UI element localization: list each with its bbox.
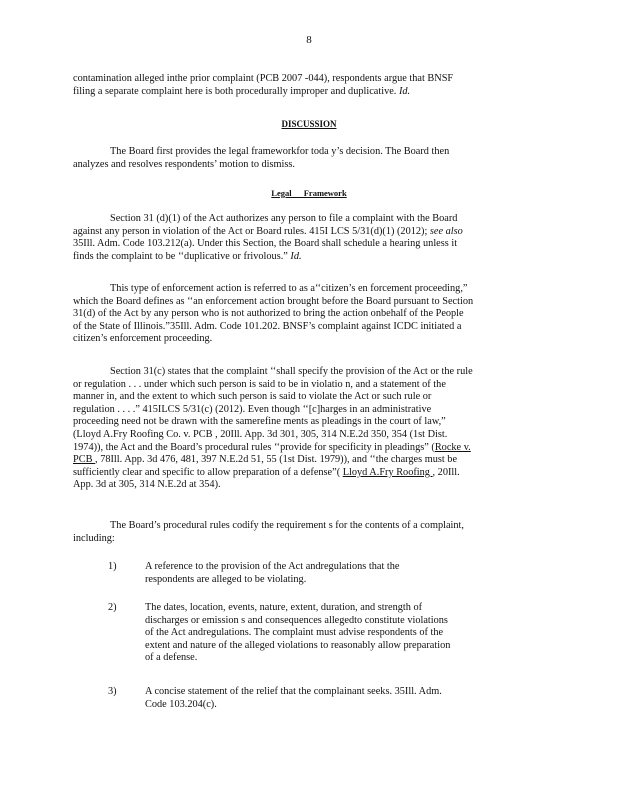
text-line: The Board’s procedural rules codify the requirement s for the contents of a complaint, [110,520,464,531]
citation-id: Id. [398,85,411,97]
paragraph-section-31d [73,213,539,263]
paragraph-section-31c [73,366,539,492]
text-line: 1974)), the Act and the Board’s procedural rules ‘‘provide for specificity in pleadings” (Rocke v. [73,441,471,453]
text-line: (Lloyd A.Fry Roofing Co. v. PCB , 20Ill. App. 3d 301, 305, 314 N.E.2d 350, 354 (1st Dist. [73,428,448,440]
list-item-number: 1) [108,561,117,572]
paragraph-citizen-enforcement [73,283,539,346]
paragraph-intro [73,73,539,98]
text-line: 35Ill. Adm. Code 103.212(a). Under this Section, the Board shall schedule a hearing unless it [73,238,458,250]
text-line: contamination alleged inthe prior complaint (PCB 2007 -044), respondents argue that BNSF [73,73,454,84]
text-line: filing a separate complaint here is both procedurally improper and duplicative. Id. [73,85,411,97]
text-line: Section 31 (d)(1) of the Act authorizes any person to file a complaint with the Board [110,213,458,224]
text-line: which the Board defines as ‘‘an enforcement action brought before the Board pursuant to Section [73,295,474,307]
subsection-heading: Legal Framework [271,188,347,198]
case-citation-rocke: Rocke v. [434,441,471,453]
text-line: regulation . . . .” 415ILCS 5/31(c) (2012). Even though ‘‘[c]harges in an administrative [73,403,432,415]
text-line: 31(d) of the Act by any person who is not authorized to bring the action onbehalf of the People [73,308,464,320]
paragraph-procedural-rules [73,520,539,545]
text-line: This type of enforcement action is referred to as a‘‘citizen’s en forcement proceeding,” [110,283,468,294]
text-line: Section 31(c) states that the complaint ‘‘shall specify the provision of the Act or the rule [110,366,473,377]
text-line: App. 3d at 305, 314 N.E.2d at 354). [73,479,221,491]
text-line: or regulation . . . under which such person is said to be in violatio n, and a statement of the [73,378,446,390]
text-line: Code 103.204(c). [145,698,217,710]
text-line: proceeding need not be drawn with the samerefine ments as pleadings in the court of law,” [73,416,446,428]
text-line: extent and nature of the alleged violations to reasonably allow preparation [145,639,451,651]
text-line: including: [73,532,115,544]
paragraph-discussion [73,146,539,171]
list-item-number: 3) [108,686,117,697]
text-line: respondents are alleged to be violating. [145,573,307,585]
text-line: of a defense. [145,652,198,664]
text-line: The Board first provides the legal frameworkfor toda y’s decision. The Board then [110,146,450,157]
text-line: finds the complaint to be ‘‘duplicative or frivolous.” Id. [73,250,302,262]
text-line: analyzes and resolves respondents’ motion to dismiss. [73,158,296,170]
list-item-number: 2) [108,602,117,613]
text-line: A reference to the provision of the Act andregulations that the [145,561,400,572]
text-line: against any person in violation of the Act or Board rules. 415I LCS 5/31(d)(1) (2012); see also [73,225,463,237]
text-line: PCB , 78Ill. App. 3d 476, 481, 397 N.E.2d 51, 55 (1st Dist. 1979)), and ‘‘the charges must be [73,454,458,466]
text-line: citizen’s enforcement proceeding. [73,333,213,345]
text-line: manner in, and the extent to which such person is said to violate the Act or such rule or [73,391,432,403]
text-line: of the Act andregulations. The complaint must advise respondents of the [145,627,444,639]
text-line: of the State of Illinois.”35Ill. Adm. Code 101.202. BNSF’s complaint against ICDC initiated a [73,320,462,332]
case-citation-lloyd: Lloyd A.Fry Roofing [342,466,433,478]
page-number: 8 [306,34,312,46]
section-heading: DISCUSSION [281,119,337,129]
text-line: The dates, location, events, nature, extent, duration, and strength of [145,602,423,613]
text-line: A concise statement of the relief that the complainant seeks. 35Ill. Adm. [145,686,442,697]
text-line: sufficiently clear and specific to allow preparation of a defense”( Lloyd A.Fry Roofing , 20Ill. [73,466,460,478]
text-line: discharges or emission s and consequences allegedto constitute violations [145,614,448,626]
